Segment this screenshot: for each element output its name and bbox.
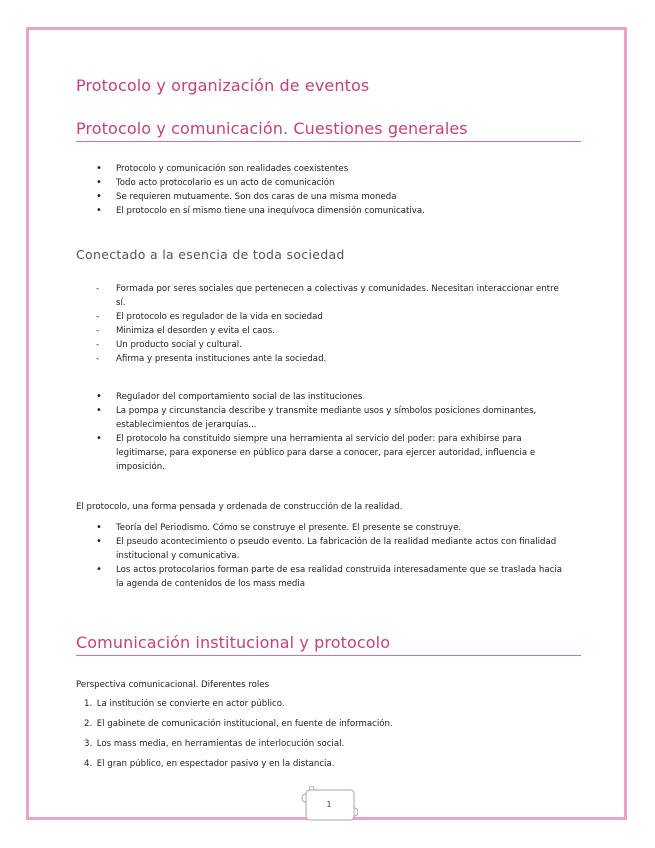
list-item — [84, 757, 564, 777]
list-item — [84, 737, 564, 757]
bullet-list-1 — [96, 162, 566, 218]
list-item: • El protocolo ha constituido siempre una herramienta al servicio del poder: para exhibirse para legitimarse, para exponerse en público para darse a conocer, para ejercer autoridad, influencia e imposición. — [96, 432, 566, 474]
list-item: - Un producto social y cultural. — [96, 338, 566, 352]
list-text: Los mass media, en herramientas de interlocución social. — [96, 739, 345, 749]
paragraph-construccion-realidad: El protocolo, una forma pensada y ordenada de construcción de la realidad. — [76, 502, 403, 512]
list-item: - Formada por seres sociales que pertenecen a colectivas y comunidades. Necesitan interaccionar entre sí. — [96, 282, 566, 310]
list-text: El gran público, en espectador pasivo y en la distancia. — [96, 759, 335, 769]
list-item — [84, 697, 564, 717]
list-number: 1. — [84, 699, 93, 709]
list-number: 4. — [84, 759, 93, 769]
list-item: • La pompa y circunstancia describe y transmite mediante usos y símbolos posiciones dominantes, establecimientos de jerarquías... — [96, 404, 566, 432]
list-item — [84, 717, 564, 737]
list-item: - Minimiza el desorden y evita el caos. — [96, 324, 566, 338]
list-text: La institución se convierte en actor público. — [96, 699, 285, 709]
dash-list — [96, 282, 566, 366]
numbered-list — [84, 697, 564, 777]
section-heading-comunicacion-institucional: Comunicación institucional y protocolo — [76, 633, 581, 656]
list-item: • Los actos protocolarios forman parte de esa realidad construida interesadamente que se traslada hacia la agenda de contenidos de los mass media — [96, 563, 566, 591]
section-heading-protocolo-comunicacion: Protocolo y comunicación. Cuestiones generales — [76, 119, 581, 142]
paragraph-perspectiva: Perspectiva comunicacional. Diferentes roles — [76, 680, 270, 690]
list-item: - Afirma y presenta instituciones ante la sociedad. — [96, 352, 566, 366]
document-title: Protocolo y organización de eventos — [76, 76, 370, 95]
list-item: • El protocolo en sí mismo tiene una inequívoca dimensión comunicativa. — [96, 204, 566, 218]
subheading-esencia-sociedad: Conectado a la esencia de toda sociedad — [76, 247, 345, 262]
page-number: 1 — [326, 800, 332, 809]
list-item: • Todo acto protocolario es un acto de comunicación — [96, 176, 566, 190]
list-text: El gabinete de comunicación institucional, en fuente de información. — [96, 719, 393, 729]
page-number-scroll — [300, 786, 358, 826]
list-item: • Se requieren mutuamente. Son dos caras de una misma moneda — [96, 190, 566, 204]
list-item: • Regulador del comportamiento social de las instituciones — [96, 390, 566, 404]
list-item: • El pseudo acontecimiento o pseudo evento. La fabricación de la realidad mediante actos con finalidad institucional y comunicativa. — [96, 535, 566, 563]
bullet-list-2 — [96, 390, 566, 474]
list-item: - El protocolo es regulador de la vida en sociedad — [96, 310, 566, 324]
list-item: • Teoría del Periodismo. Cómo se construye el presente. El presente se construye. — [96, 521, 566, 535]
list-item: • Protocolo y comunicación son realidades coexistentes — [96, 162, 566, 176]
list-number: 2. — [84, 719, 93, 729]
list-number: 3. — [84, 739, 93, 749]
bullet-list-3 — [96, 521, 566, 591]
